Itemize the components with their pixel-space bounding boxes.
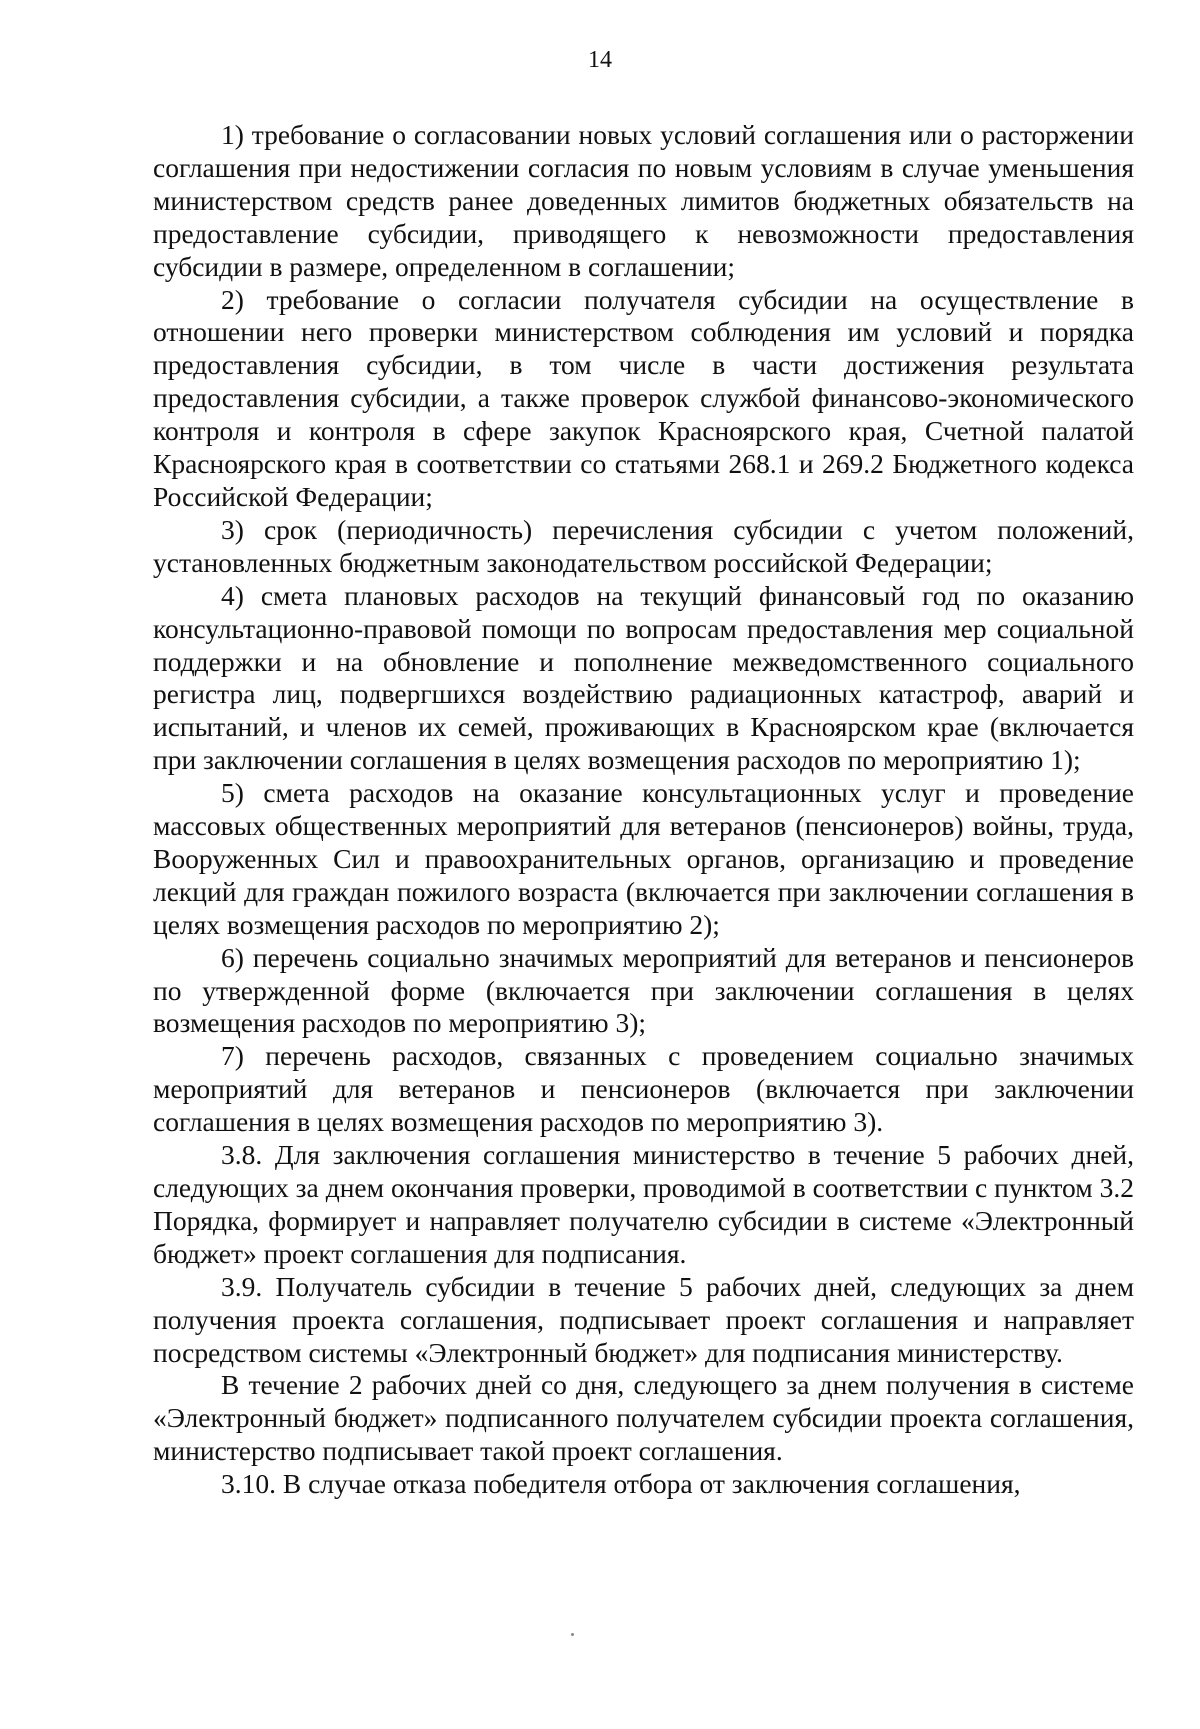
- paragraph-3-10: 3.10. В случае отказа победителя отбора от заключения соглашения,: [221, 1468, 1021, 1500]
- paragraph-item-6: 6) перечень социально значимых мероприятий для ветеранов и пенсионеров по утвержденной форме (включается при заключении соглашения в целях возмещения расходов по мероприятию 3);: [153, 941, 1134, 1039]
- paragraph-item-1: 1) требование о согласовании новых условий соглашения или о расторжении соглашения при недостижении согласия по новым условиям в случае уменьшения министерством средств ранее доведенных лимитов бюджетных обязательств на предоставление субсидии, приводящего к невозможности предоставления субсидии в размере, определенном в соглашении;: [153, 119, 1134, 282]
- paragraph-item-2: 2) требование о согласии получателя субсидии на осуществление в отношении него проверки министерством соблюдения им условий и порядка предоставления субсидии, в том числе в части достижения результата предоставления субсидии, а также проверок службой финансово-экономического контроля и контроля в сфере закупок Красноярского края, Счетной палатой Красноярского края в соответствии со статьями 268.1 и 269.2 Бюджетного кодекса Российской Федерации;: [153, 283, 1134, 512]
- page-number: 14: [588, 47, 612, 73]
- document-body: [153, 119, 1134, 1501]
- paragraph-item-4: 4) смета плановых расходов на текущий финансовый год по оказанию консультационно-правовой помощи по вопросам предоставления мер социальной поддержки и на обновление и пополнение межведомственного социального регистра лиц, подвергшихся воздействию радиационных катастроф, аварий и испытаний, и членов их семей, проживающих в Красноярском крае (включается при заключении соглашения в целях возмещения расходов по мероприятию 1);: [153, 579, 1134, 776]
- paragraph-signing-term: В течение 2 рабочих дней со дня, следующего за днем получения в системе «Электронный бюджет» подписанного получателем субсидии проекта соглашения, министерство подписывает такой проект соглашения.: [153, 1369, 1134, 1467]
- paragraph-item-3: 3) срок (периодичность) перечисления субсидии с учетом положений, установленных бюджетным законодательством российской Федерации;: [153, 513, 1134, 578]
- paragraph-item-7: 7) перечень расходов, связанных с проведением социально значимых мероприятий для ветеранов и пенсионеров (включается при заключении соглашения в целях возмещения расходов по мероприятию 3).: [153, 1040, 1134, 1138]
- paragraph-3-9: 3.9. Получатель субсидии в течение 5 рабочих дней, следующих за днем получения проекта соглашения, подписывает проект соглашения и направляет посредством системы «Электронный бюджет» для подписания министерству.: [153, 1270, 1134, 1368]
- scan-artifact: [571, 1633, 574, 1636]
- paragraph-item-5: 5) смета расходов на оказание консультационных услуг и проведение массовых общественных мероприятий для ветеранов (пенсионеров) войны, труда, Вооруженных Сил и правоохранительных органов, организацию и проведение лекций для граждан пожилого возраста (включается при заключении соглашения в целях возмещения расходов по мероприятию 2);: [153, 777, 1134, 940]
- paragraph-3-8: 3.8. Для заключения соглашения министерство в течение 5 рабочих дней, следующих за днем окончания проверки, проводимой в соответствии с пунктом 3.2 Порядка, формирует и направляет получателю субсидии в системе «Электронный бюджет» проект соглашения для подписания.: [153, 1139, 1134, 1269]
